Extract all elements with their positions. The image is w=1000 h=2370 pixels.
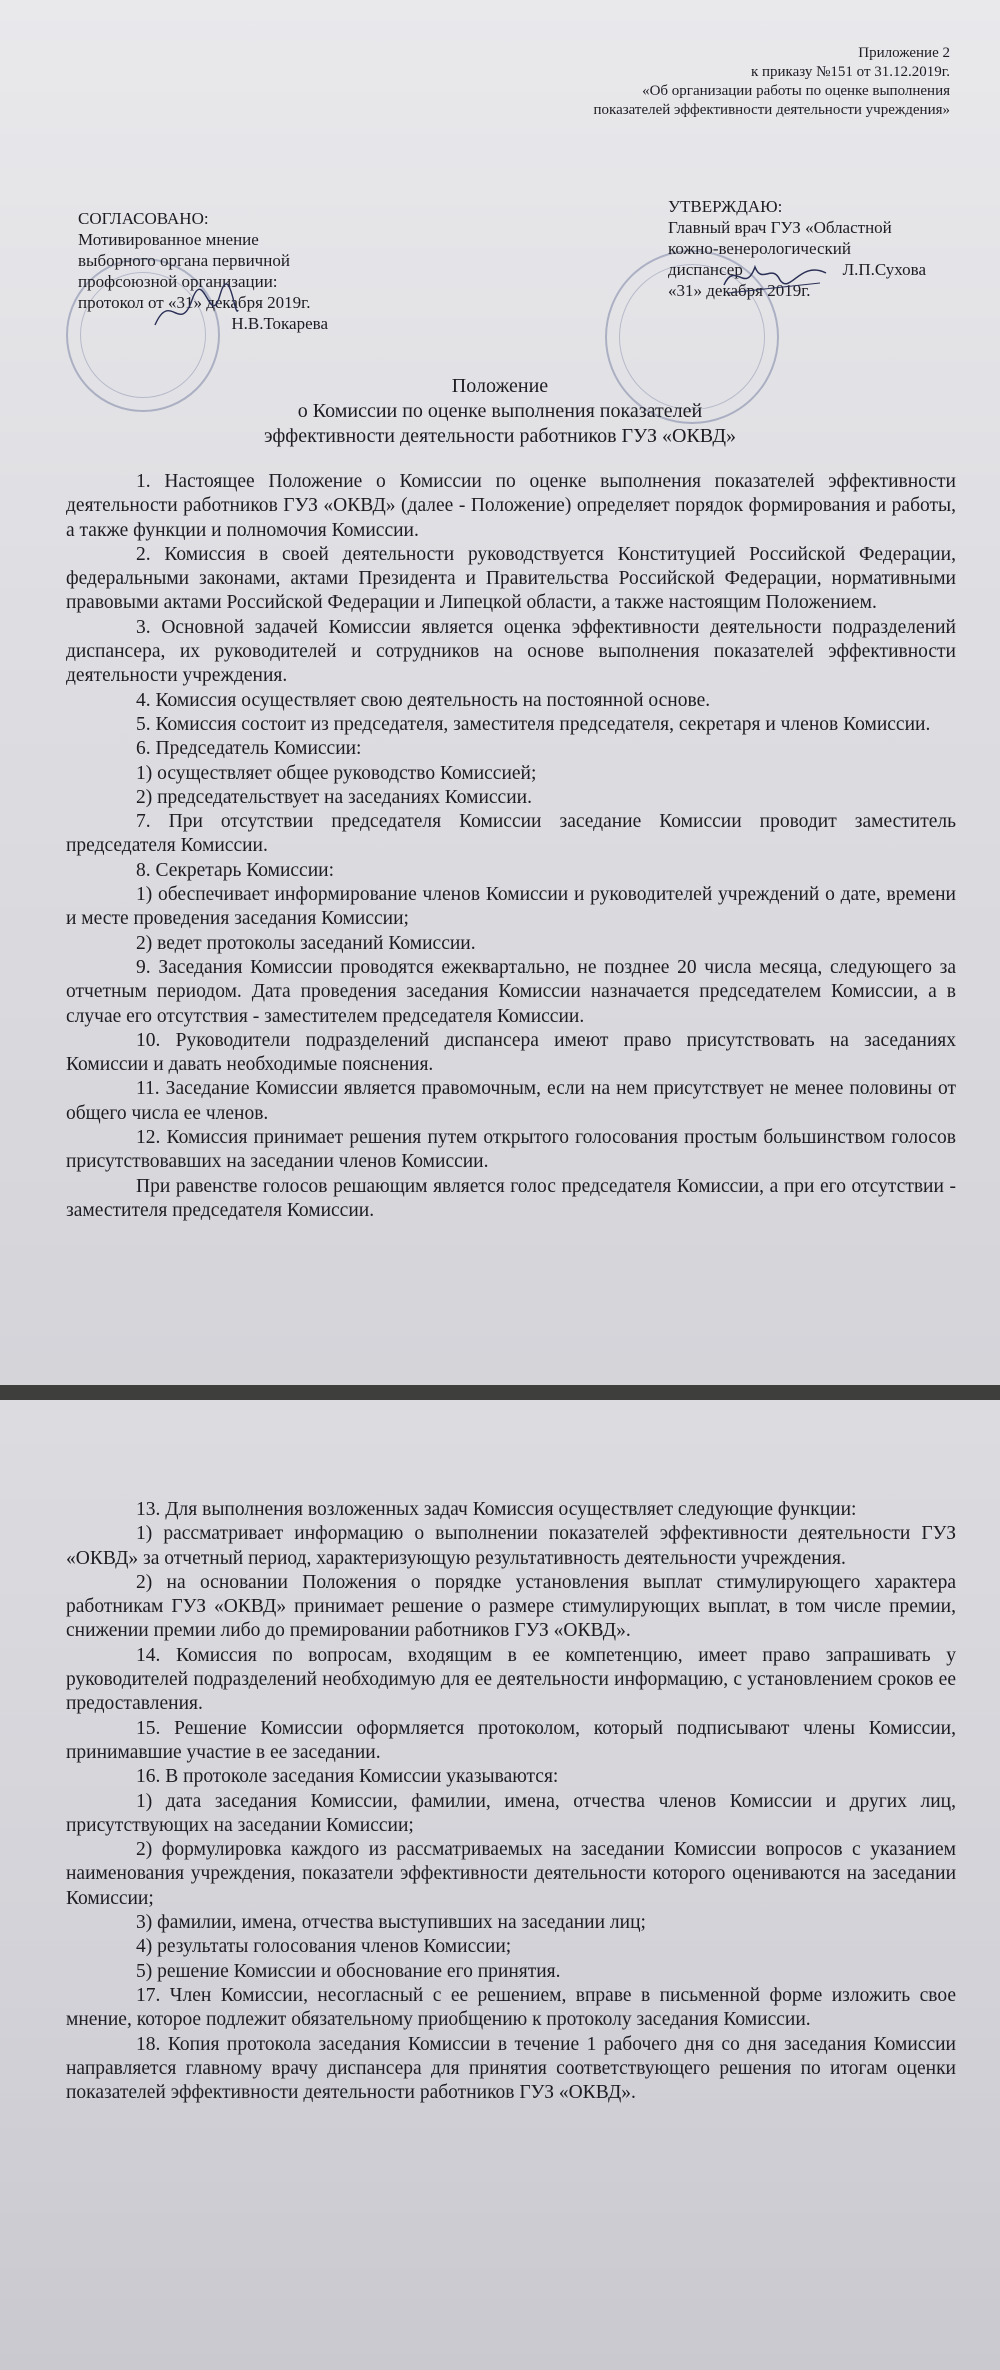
agreed-heading: СОГЛАСОВАНО: bbox=[78, 209, 209, 228]
approved-line: кожно-венерологический bbox=[668, 239, 851, 258]
paragraph: 1) рассматривает информацию о выполнении показателей эффективности деятельности ГУЗ «ОКВД» за отчетный период, характеризующую результативность деятельности учреждения. bbox=[66, 1523, 956, 1569]
page2-body bbox=[66, 1498, 956, 2105]
paragraph: 5. Комиссия состоит из председателя, заместителя председателя, секретаря и членов Комиссии. bbox=[136, 713, 931, 735]
appendix-line: «Об организации работы по оценке выполнения bbox=[642, 83, 950, 99]
agreed-line: Мотивированное мнение bbox=[78, 230, 259, 249]
paragraph: 7. При отсутствии председателя Комиссии заседание Комиссии проводит заместитель председателя Комиссии. bbox=[66, 811, 956, 857]
paragraph: 11. Заседание Комиссии является правомочным, если на нем присутствует не менее половины от общего числа ее членов. bbox=[66, 1078, 956, 1124]
paragraph: 14. Комиссия по вопросам, входящим в ее компетенцию, имеет право запрашивать у руководителей подразделений необходимую для ее деятельности информацию, с установлением сроков ее предоставления. bbox=[66, 1644, 956, 1715]
page1-body bbox=[66, 470, 956, 1223]
paragraph: 18. Копия протокола заседания Комиссии в течение 1 рабочего дня со дня заседания Комиссии направляется главному врачу диспансера для принятия соответствующего решения по итогам оценки показателей эффективности деятельности работников ГУЗ «ОКВД». bbox=[66, 2033, 956, 2104]
agreed-line: выборного органа первичной bbox=[78, 251, 290, 270]
paragraph: 2) формулировка каждого из рассматриваемых на заседании Комиссии вопросов с указанием наименования учреждения, показатели эффективности деятельности которого оцениваются на заседании Комиссии; bbox=[66, 1839, 956, 1909]
paragraph: 13. Для выполнения возложенных задач Комиссия осуществляет следующие функции: bbox=[136, 1499, 857, 1520]
paragraph: 9. Заседания Комиссии проводятся ежеквартально, не позднее 20 числа месяца, следующего за отчетным периодом. Дата проведения заседания Комиссии назначается председателем Комиссии, а в случае его отсутствия - заместителем председателя Комиссии. bbox=[66, 956, 956, 1027]
paragraph: 2) на основании Положения о порядке установления выплат стимулирующего характера работникам ГУЗ «ОКВД» принимает решение о размере стимулирующих выплат, в том числе премии, снижении премии либо до премировании работников ГУЗ «ОКВД». bbox=[66, 1571, 956, 1642]
page-gap bbox=[0, 1385, 1000, 1400]
title-line: Положение bbox=[451, 375, 549, 397]
paragraph: 2) председательствует на заседаниях Комиссии. bbox=[136, 786, 532, 808]
approved-signer: Л.П.Сухова bbox=[842, 260, 926, 279]
paragraph: 17. Член Комиссии, несогласный с ее решением, вправе в письменной форме изложить свое мнение, которое подлежит обязательному приобщению к протоколу заседания Комиссии. bbox=[66, 1984, 956, 2031]
paragraph: При равенстве голосов решающим является голос председателя Комиссии, а при его отсутствии - заместителя председателя Комиссии. bbox=[66, 1175, 956, 1221]
title-line: эффективности деятельности работников ГУЗ «ОКВД» bbox=[263, 425, 737, 447]
paragraph: 2) ведет протоколы заседаний Комиссии. bbox=[136, 932, 476, 954]
paragraph: 6. Председатель Комиссии: bbox=[136, 738, 362, 760]
paragraph: 4) результаты голосования членов Комиссии; bbox=[136, 1936, 512, 1958]
paragraph: 2. Комиссия в своей деятельности руководствуется Конституцией Российской Федерации, федеральными законами, актами Президента и Правительства Российской Федерации, нормативными правовыми актами Российской Федерации и Липецкой области, а также настоящим Положением. bbox=[66, 543, 956, 614]
paragraph: 3. Основной задачей Комиссии является оценка эффективности деятельности подразделений диспансера, их руководителей и сотрудников на основе выполнения показателей эффективности деятельности учреждения. bbox=[66, 616, 956, 687]
paragraph: 12. Комиссия принимает решения путем открытого голосования простым большинством голосов присутствовавших на заседании членов Комиссии. bbox=[66, 1127, 956, 1173]
paragraph: 4. Комиссия осуществляет свою деятельность на постоянной основе. bbox=[136, 689, 711, 711]
paragraph: 1. Настоящее Положение о Комиссии по оценке выполнения показателей эффективности деятельности работников ГУЗ «ОКВД» (далее - Положение) определяет порядок формирования и работы, а также функции и полномочия Комиссии. bbox=[66, 471, 956, 541]
approved-line: Главный врач ГУЗ «Областной bbox=[668, 218, 892, 237]
paragraph: 10. Руководители подразделений диспансера имеют право присутствовать на заседаниях Комиссии и давать необходимые пояснения. bbox=[66, 1029, 956, 1076]
appendix-header bbox=[593, 44, 950, 120]
appendix-line: показателей эффективности деятельности учреждения» bbox=[593, 102, 950, 118]
paragraph: 3) фамилии, имена, отчества выступивших на заседании лиц; bbox=[136, 1912, 646, 1934]
appendix-line: Приложение 2 bbox=[858, 45, 950, 61]
approved-line: диспансер bbox=[668, 260, 743, 279]
agreed-signer: Н.В.Токарева bbox=[231, 314, 328, 333]
paragraph: 16. В протоколе заседания Комиссии указываются: bbox=[136, 1766, 559, 1788]
paragraph: 1) осуществляет общее руководство Комиссией; bbox=[136, 762, 537, 784]
agreed-line: профсоюзной организации: bbox=[78, 272, 278, 291]
document-title bbox=[0, 374, 1000, 449]
title-line: о Комиссии по оценке выполнения показателей bbox=[297, 400, 703, 422]
paragraph: 5) решение Комиссии и обоснование его принятия. bbox=[136, 1960, 561, 1982]
paragraph: 15. Решение Комиссии оформляется протоколом, который подписывают члены Комиссии, принимавшие участие в ее заседании. bbox=[66, 1717, 956, 1763]
paragraph: 1) обеспечивает информирование членов Комиссии и руководителей учреждений о дате, времени и месте проведения заседания Комиссии; bbox=[66, 884, 956, 930]
signature-left bbox=[150, 280, 240, 340]
agreed-line: протокол от «31» декабря 2019г. bbox=[78, 293, 311, 312]
paragraph: 8. Секретарь Комиссии: bbox=[136, 859, 334, 881]
signature-right bbox=[720, 255, 830, 300]
appendix-line: к приказу №151 от 31.12.2019г. bbox=[750, 64, 950, 80]
paragraph: 1) дата заседания Комиссии, фамилии, имена, отчества членов Комиссии и других лиц, присутствующих на заседании Комиссии; bbox=[66, 1790, 956, 1836]
approved-heading: УТВЕРЖДАЮ: bbox=[668, 197, 783, 216]
approved-date: «31» декабря 2019г. bbox=[668, 281, 811, 300]
